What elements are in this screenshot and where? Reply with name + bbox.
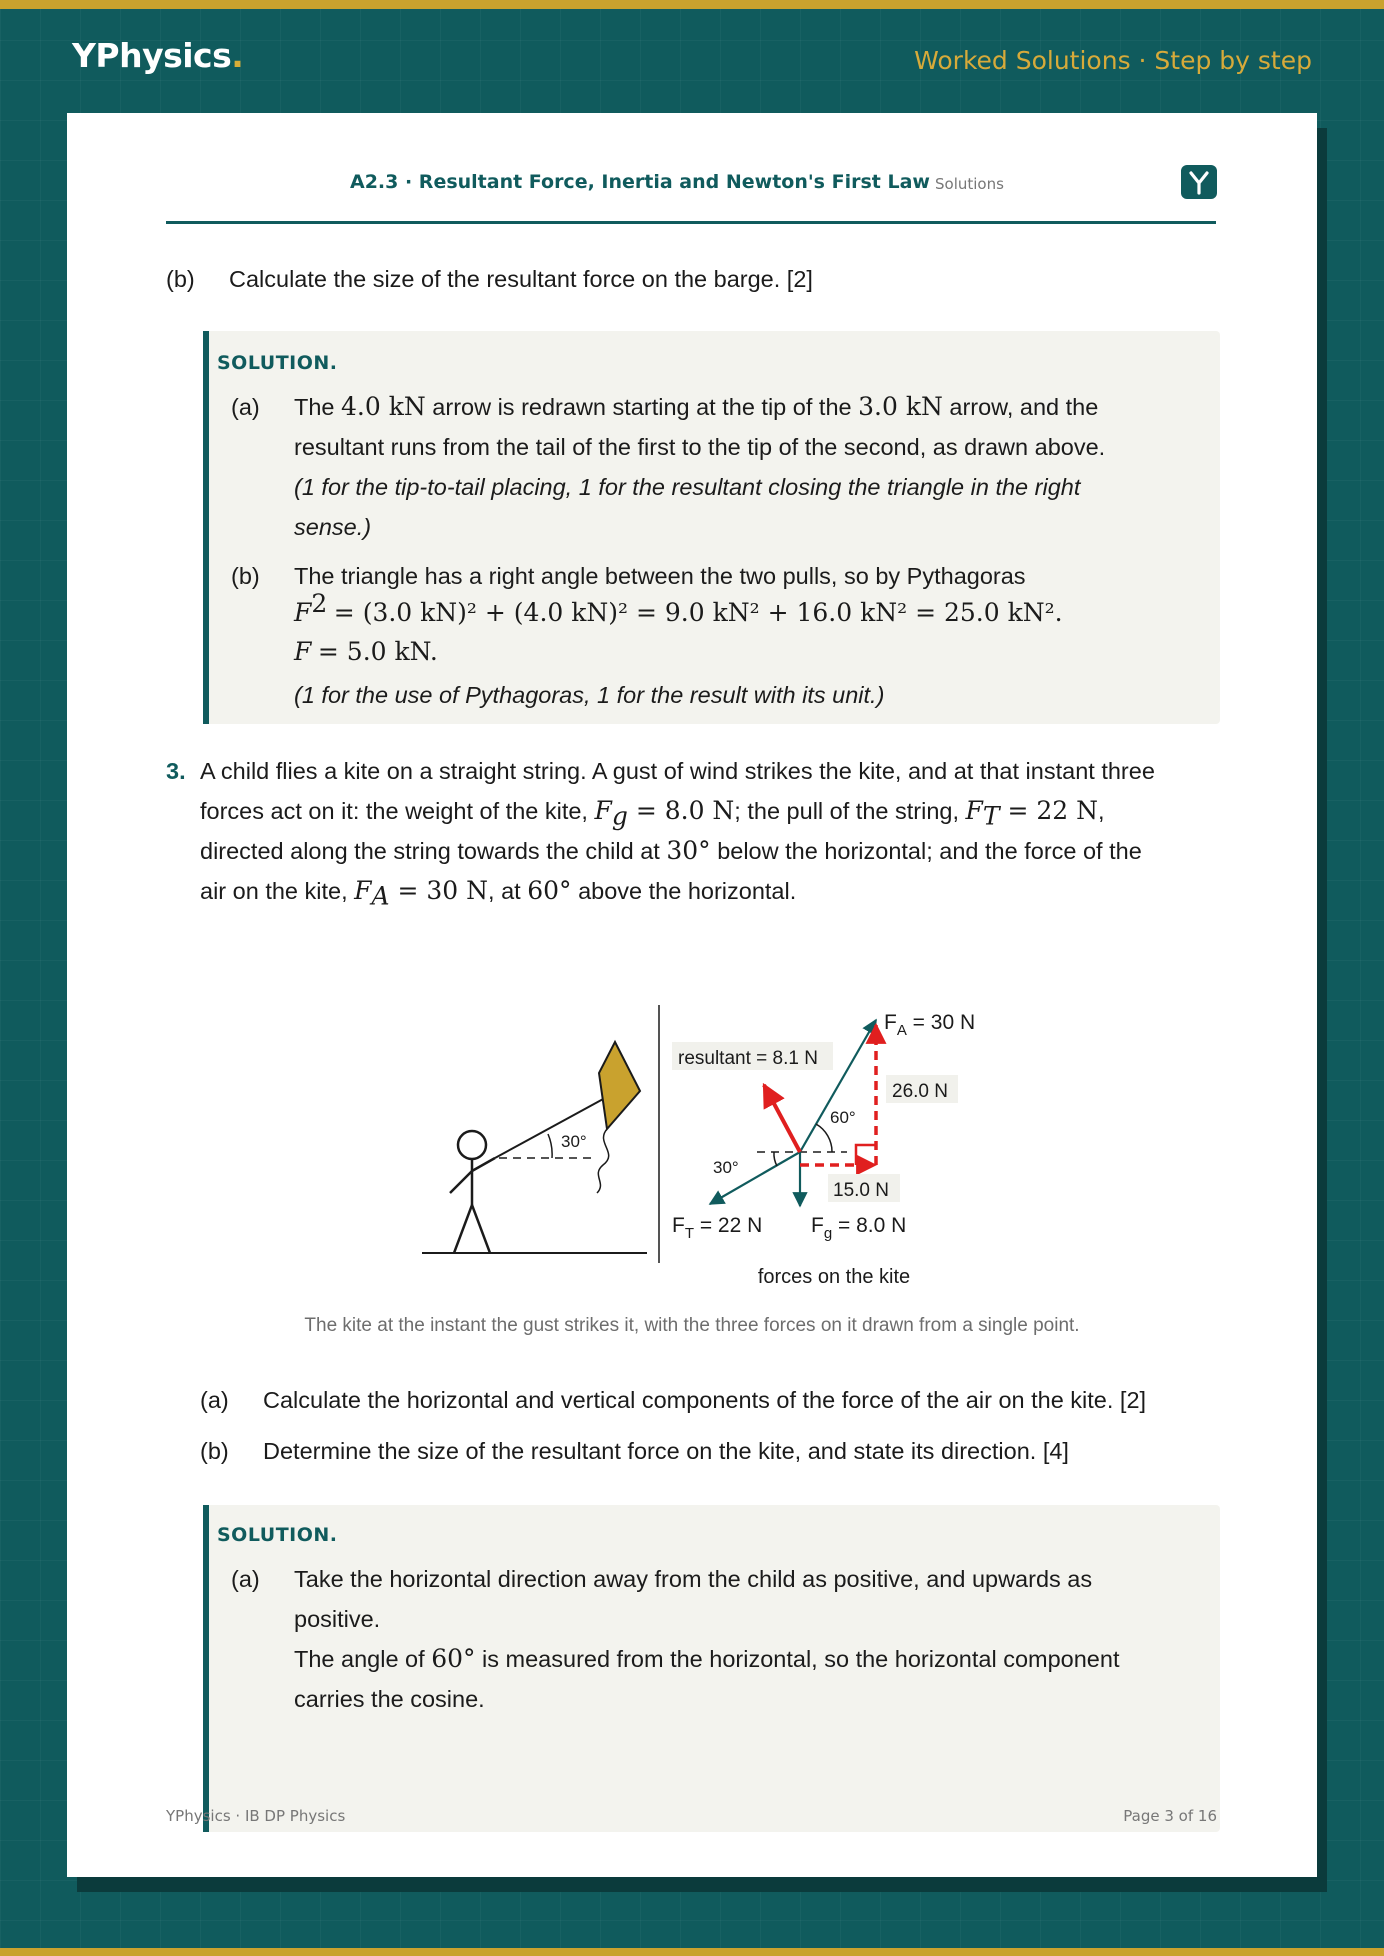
sol2-a-line2: positive.: [294, 1606, 381, 1632]
solution-1-heading: SOLUTION.: [217, 352, 338, 374]
sol2-a-line4: carries the cosine.: [294, 1686, 485, 1712]
document-page: [67, 113, 1317, 1877]
q3-line3: directed along the string towards the child at 30° below the horizontal; and the force of the: [200, 836, 1142, 865]
sol1-b-mark: (1 for the use of Pythagoras, 1 for the result with its unit.): [294, 682, 885, 708]
sol1-a-mark2: sense.): [294, 514, 372, 540]
angle-arc-30: [774, 1152, 777, 1166]
child-leg-right: [472, 1205, 490, 1253]
resultant-label: resultant = 8.1 N: [678, 1048, 818, 1069]
q3a-text: Calculate the horizontal and vertical components of the force of the air on the kite. [2]: [263, 1387, 1147, 1413]
sol2-a-line3: The angle of 60° is measured from the horizontal, so the horizontal component: [294, 1644, 1120, 1673]
child-arm-right: [472, 1158, 495, 1171]
horiz-component-label: 15.0 N: [833, 1180, 889, 1201]
figure-subcaption: forces on the kite: [757, 1266, 911, 1288]
angle-30-label: 30°: [713, 1158, 739, 1177]
child-arm-left: [450, 1171, 472, 1193]
right-angle-marker: [856, 1145, 876, 1165]
arrow-resultant: [764, 1085, 800, 1152]
q3-number: 3.: [166, 758, 186, 784]
child-leg-left: [454, 1205, 472, 1253]
child-head-icon: [458, 1131, 486, 1159]
sol1-b-eq2: F = 5.0 kN.: [294, 637, 438, 666]
fg-label: $F_g = 8.0$ N: [811, 1214, 907, 1242]
sol1-a-line1: The 4.0 kN arrow is redrawn starting at the tip of the 3.0 kN arrow, and the: [294, 392, 1099, 421]
angle-label-left: 30°: [561, 1132, 587, 1151]
sol1-b-line1: The triangle has a right angle between the two pulls, so by Pythagoras: [294, 563, 1026, 589]
running-head-subtitle: Solutions: [935, 175, 1004, 193]
q3-line2: forces act on it: the weight of the kite, $F_g = 8.0$ N; the pull of the string, $F_T = 22$ N,: [200, 796, 1105, 831]
sol1-b-eq1: $F^2 = (3.0$ kN)² + (4.0 kN)² = 9.0 kN² + 16.0 kN² = 25.0 kN².: [294, 589, 1063, 627]
brand-logo: YPhysics.: [72, 36, 244, 75]
kite-tail: [597, 1129, 609, 1193]
tagline: Worked Solutions · Step by step: [914, 46, 1312, 75]
q2b-label: (b): [166, 266, 195, 292]
q3a-label: (a): [200, 1387, 229, 1413]
figure-caption: The kite at the instant the gust strikes it, with the three forces on it drawn from a single point.: [304, 1315, 1080, 1336]
q2b-text: Calculate the size of the resultant force on the barge. [2]: [229, 266, 813, 292]
footer-left: YPhysics · IB DP Physics: [166, 1807, 346, 1825]
vert-component-label: 26.0 N: [892, 1081, 948, 1102]
sol2-a-label: (a): [231, 1566, 260, 1592]
q3-line4: air on the kite, $F_A = 30$ N, at 60° above the horizontal.: [200, 876, 797, 911]
sol1-a-mark1: (1 for the tip-to-tail placing, 1 for the resultant closing the triangle in the right: [294, 474, 1081, 500]
q3-line1: A child flies a kite on a straight string. A gust of wind strikes the kite, and at that instant three: [200, 758, 1155, 784]
angle-arc-left: [548, 1134, 552, 1158]
sol2-a-line1: Take the horizontal direction away from the child as positive, and upwards as: [294, 1566, 1093, 1592]
fa-label: $F_A = 30$ N: [884, 1011, 976, 1039]
running-head-title: A2.3 · Resultant Force, Inertia and Newton's First Law: [350, 171, 930, 193]
ft-label: $F_T = 22$ N: [672, 1214, 763, 1242]
angle-60-label: 60°: [830, 1108, 856, 1127]
angle-arc-60: [816, 1124, 832, 1152]
sol1-a-line2: resultant runs from the tail of the first to the tip of the second, as drawn above.: [294, 434, 1106, 460]
solution-2-heading: SOLUTION.: [217, 1524, 338, 1546]
arrow-fa: [800, 1020, 876, 1152]
footer-page-number: Page 3 of 16: [1123, 1807, 1217, 1825]
bottom-accent-bar: [0, 1948, 1384, 1956]
q3b-text: Determine the size of the resultant force on the kite, and state its direction. [4]: [263, 1438, 1069, 1464]
q3b-label: (b): [200, 1438, 229, 1464]
kite-icon: [599, 1042, 640, 1129]
kite-string: [495, 1098, 605, 1158]
sol1-b-label: (b): [231, 563, 260, 589]
top-accent-bar: [0, 0, 1384, 9]
sol1-a-label: (a): [231, 394, 260, 420]
